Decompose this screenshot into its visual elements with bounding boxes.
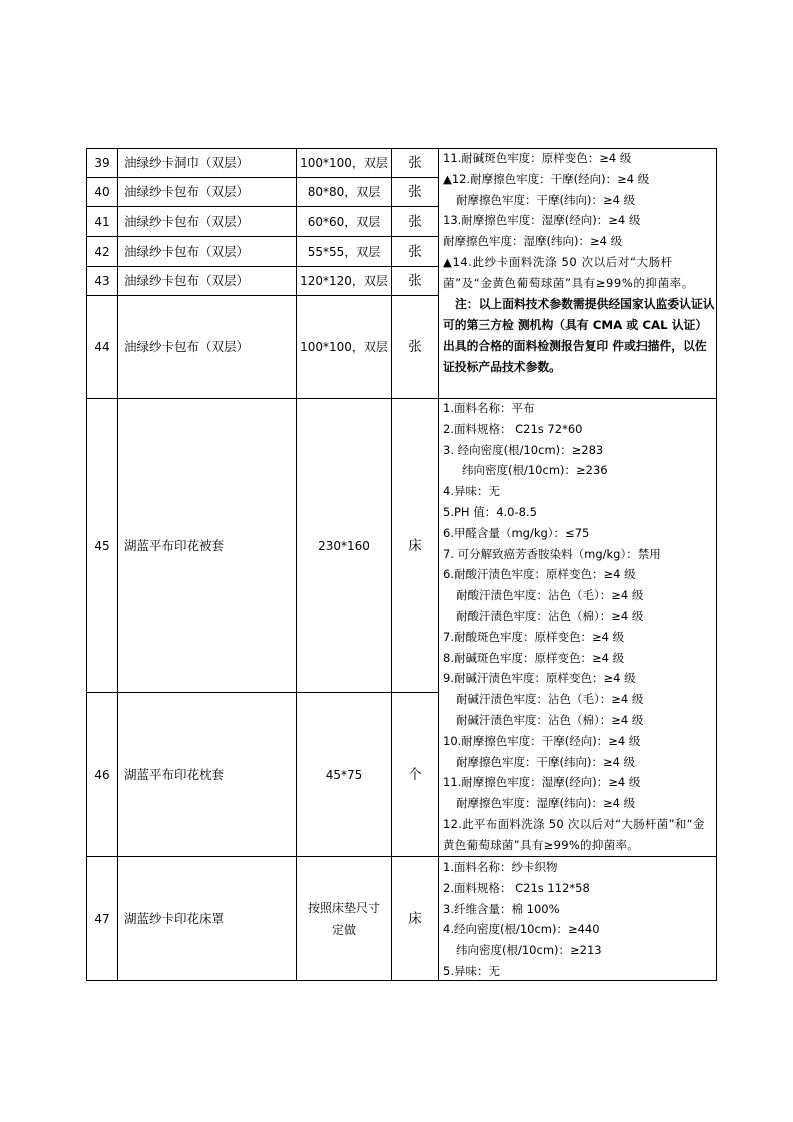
item-unit: 张 <box>408 155 422 171</box>
column-border <box>438 148 439 981</box>
requirement-line: 3. 经向密度(根/10cm)：≥283 <box>443 442 604 457</box>
item-name: 油绿纱卡包布（双层） <box>124 243 250 259</box>
item-unit: 张 <box>408 213 422 230</box>
item-spec: 80*80，双层 <box>307 185 381 199</box>
requirement-line: 耐酸汗渍色牢度：沾色（棉）：≥4 级 <box>456 608 644 623</box>
requirement-line: 8.耐碱斑色牢度：原样变色：≥4 级 <box>443 650 625 665</box>
item-spec: 100*100，双层 <box>300 340 388 354</box>
requirement-line: 1.面料名称：纱卡织物 <box>443 860 558 874</box>
row-number: 40 <box>94 185 110 199</box>
item-name: 油绿纱卡包布（双层） <box>124 273 250 288</box>
requirement-line: 2.面料规格： C21s 72*60 <box>443 421 583 436</box>
item-name: 油绿纱卡包布（双层） <box>124 213 250 229</box>
requirement-line: 6.甲醛含量（mg/kg）：≤75 <box>443 525 590 540</box>
row-number: 41 <box>94 214 110 229</box>
row-number: 39 <box>94 156 110 170</box>
item-name: 湖蓝平布印花枕套 <box>124 766 225 782</box>
item-name: 湖蓝平布印花被套 <box>124 537 225 553</box>
item-spec: 45*75 <box>325 767 363 782</box>
item-spec <box>297 857 391 980</box>
row-number: 42 <box>94 244 110 259</box>
requirement-line: 7. 可分解致癌芳香胺染料（mg/kg）：禁用 <box>443 546 661 561</box>
row-number: 45 <box>94 538 110 553</box>
item-unit: 个 <box>408 766 422 783</box>
row-number: 44 <box>94 340 110 354</box>
requirement-line: 4.经向密度(根/10cm)：≥440 <box>443 922 600 937</box>
requirement-line: 13.耐摩擦色牢度：湿摩(经向)：≥4 级 <box>443 213 641 228</box>
requirement-line: 9.耐碱汗渍色牢度：原样变色：≥4 级 <box>443 671 636 686</box>
requirement-line: 纬向密度(根/10cm)：≥236 <box>462 463 608 478</box>
requirement-line: 耐碱汗渍色牢度：沾色（棉）：≥4 级 <box>456 712 644 727</box>
requirement-line: 11.耐摩擦色牢度：湿摩(经向)：≥4 级 <box>443 775 641 790</box>
item-name: 油绿纱卡包布（双层） <box>124 184 250 199</box>
requirement-line: 耐摩擦色牢度：干摩(纬向)：≥4 级 <box>456 192 636 207</box>
requirements-block <box>443 148 715 398</box>
requirements-block <box>443 398 715 856</box>
requirement-line: 6.耐酸汗渍色牢度：原样变色：≥4 级 <box>443 567 636 582</box>
item-spec: 55*55，双层 <box>307 244 381 259</box>
requirement-line: 耐碱汗渍色牢度：沾色（毛）：≥4 级 <box>456 692 644 707</box>
row-number: 46 <box>94 767 110 782</box>
requirement-line: ▲14.此纱卡面料洗涤 50 次以后对“大肠杆菌”及“金黄色葡萄球菌”具有≥99%的抑菌率。 <box>443 254 694 290</box>
requirement-line: 7.耐酸斑色牢度：原样变色：≥4 级 <box>443 629 625 644</box>
item-spec-line: 按照床垫尺寸 <box>307 900 380 915</box>
item-unit: 张 <box>408 184 422 200</box>
requirement-line: 4.异味：无 <box>443 484 500 499</box>
item-spec-line: 定做 <box>331 922 356 937</box>
requirement-line: 1.面料名称：平布 <box>443 401 535 415</box>
requirements-block <box>443 857 715 980</box>
item-unit: 床 <box>408 910 422 927</box>
item-unit: 张 <box>408 339 422 355</box>
item-unit: 床 <box>408 537 422 554</box>
item-spec: 100*100，双层 <box>300 156 388 170</box>
item-spec: 230*160 <box>318 538 370 553</box>
requirement-line: 纬向密度(根/10cm)：≥213 <box>456 943 602 958</box>
requirement-line: 2.面料规格： C21s 112*58 <box>443 880 590 895</box>
item-unit: 张 <box>408 243 422 260</box>
item-unit: 张 <box>408 273 422 289</box>
requirement-line: 5.异味：无 <box>443 963 500 978</box>
requirement-line: 12.此平布面料洗涤 50 次以后对“大肠杆菌”和“金黄色葡萄球菌”具有≥99%的抑菌率。 <box>443 816 705 852</box>
item-name: 湖蓝纱卡印花床罩 <box>124 910 225 926</box>
requirement-line: 5.PH 值：4.0-8.5 <box>443 504 537 519</box>
requirement-line: 11.耐碱斑色牢度：原样变色：≥4 级 <box>443 151 632 165</box>
requirement-note: 注：以上面料技术参数需提供经国家认监委认证认可的第三方检 测机构（具有 CMA 或 CAL 认证）出具的合格的面料检测报告复印 件或扫描件，以佐证投标产品技术参数。 <box>443 296 715 374</box>
requirement-line: 10.耐摩擦色牢度：干摩(经向)：≥4 级 <box>443 733 641 748</box>
item-name: 油绿纱卡包布（双层） <box>124 339 250 354</box>
requirement-line: ▲12.耐摩擦色牢度：干摩(经向)：≥4 级 <box>443 171 650 186</box>
requirement-line: 耐摩擦色牢度：湿摩(纬向)：≥4 级 <box>456 796 636 811</box>
column-border <box>716 148 717 981</box>
requirement-line: 耐酸汗渍色牢度：沾色（毛）：≥4 级 <box>456 588 644 603</box>
requirement-line: 耐摩擦色牢度：湿摩(纬向)：≥4 级 <box>443 234 623 249</box>
row-number: 43 <box>94 274 110 288</box>
item-spec: 120*120，双层 <box>300 274 388 288</box>
requirement-line: 耐摩擦色牢度：干摩(纬向)：≥4 级 <box>456 754 636 769</box>
requirement-line: 3.纤维含量：棉 100% <box>443 901 560 916</box>
item-spec: 60*60，双层 <box>307 214 381 229</box>
item-name: 油绿纱卡洞巾（双层） <box>124 155 250 170</box>
row-number: 47 <box>94 911 110 926</box>
row-border <box>86 980 717 981</box>
